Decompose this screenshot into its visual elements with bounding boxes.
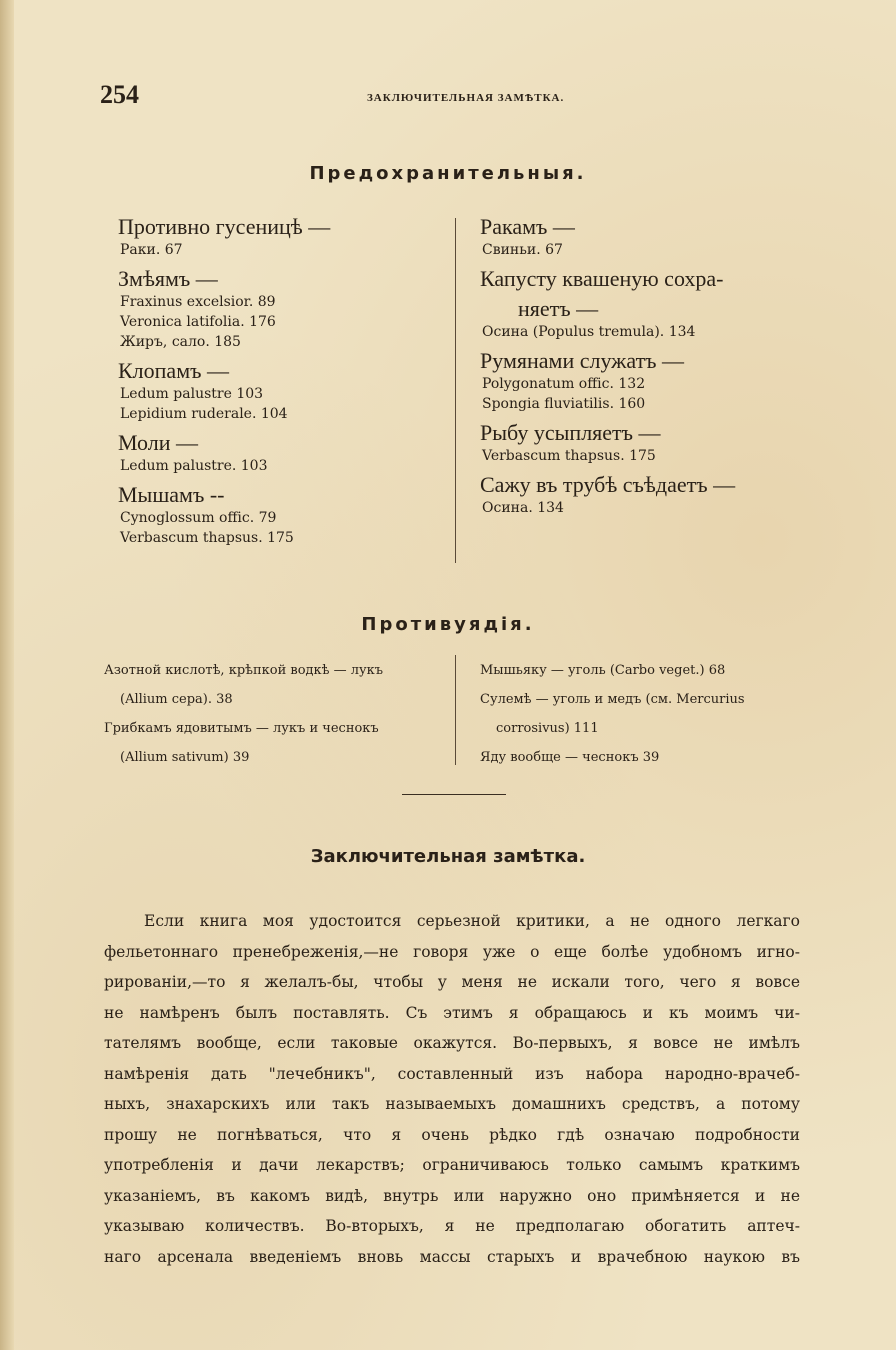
entry [118, 266, 448, 352]
body-line: прошу не погнѣваться, что я очень рѣдко гдѣ означаю подробности [104, 1125, 800, 1144]
entry-item: Fraxinus excelsior. 89 [120, 294, 276, 310]
entry-head: Рыбу усыпляетъ — [480, 420, 661, 445]
body-line: ныхъ, знахарскихъ или такъ называемыхъ домашнихъ средствъ, а потому [104, 1095, 800, 1113]
entry-head: Румянами служатъ — [480, 348, 685, 373]
entry-item: Verbascum thapsus. 175 [482, 448, 656, 464]
entry-item: Осина. 134 [482, 500, 564, 516]
entry [118, 214, 448, 260]
entry [480, 214, 820, 260]
entry-head: Ракамъ — [480, 214, 575, 239]
entry-head: Противно гусеницѣ — [118, 214, 331, 239]
antidotes-right-column [480, 656, 820, 772]
body-line: указываю количествъ. Во-вторыхъ, я не предполагаю обогатить аптеч- [104, 1217, 800, 1235]
entry-item: Polygonatum offic. 132 [482, 376, 646, 392]
antidote-line: Яду вообще — чеснокъ 39 [480, 750, 660, 765]
entry-item: Ledum palustre. 103 [120, 458, 268, 474]
section-title-closing-note: Заключительная замѣтка. [310, 846, 586, 867]
entry [118, 358, 448, 424]
entry-item: Осина (Populus tremula). 134 [482, 324, 696, 340]
body-line: употребленія и дачи лекарствъ; ограничиваюсь только самымъ краткимъ [104, 1156, 800, 1174]
entry-head: Змѣямъ — [118, 266, 218, 291]
entry-head-continuation: няетъ — [518, 296, 599, 321]
column-divider [455, 218, 456, 563]
entry-head: Сажу въ трубѣ съѣдаетъ — [480, 472, 736, 497]
body-line: тателямъ вообще, если таковые окажутся. Во-первыхъ, я вовсе не имѣлъ [104, 1034, 800, 1052]
entry-item: Ledum palustre 103 [120, 386, 264, 402]
entry-item: Verbascum thapsus. 175 [120, 530, 294, 546]
section-title-antidotes: Противуядія. [361, 614, 535, 635]
entry [480, 348, 820, 414]
entry [118, 430, 448, 476]
entry-head: Моли — [118, 430, 198, 455]
entry-head: Клопамъ — [118, 358, 229, 383]
antidote-line: Сулемѣ — уголь и медъ (см. Mercurius [480, 692, 745, 707]
entry-item: Раки. 67 [120, 242, 183, 258]
preventive-left-column [118, 210, 448, 554]
page-number: 254 [100, 80, 139, 109]
entry-item: Spongia fluviatilis. 160 [482, 396, 646, 412]
entry-item: Свиньи. 67 [482, 242, 563, 258]
antidotes-left-column [104, 656, 444, 772]
horizontal-rule [402, 794, 506, 795]
body-line: рированіи,—то я желалъ-бы, чтобы у меня не искали того, чего я вовсе [104, 973, 800, 991]
antidote-line: Азотной кислотѣ, крѣпкой водкѣ — лукъ [104, 663, 384, 678]
entry [480, 420, 820, 466]
entry-item: Жиръ, сало. 185 [120, 334, 241, 350]
section-title-preventive: Предохранительныя. [309, 163, 587, 184]
entry-item: Lepidium ruderale. 104 [120, 406, 288, 422]
body-line: фельетоннаго пренебреженія,—не говоря уже о еще болѣе удобномъ игно- [104, 942, 800, 961]
antidote-line: corrosivus) 111 [496, 721, 599, 736]
preventive-right-column [480, 210, 820, 524]
antidote-line: Мышьяку — уголь (Carbo veget.) 68 [480, 663, 726, 678]
body-line: указаніемъ, въ какомъ видѣ, внутрь или наружно оно примѣняется и не [104, 1186, 800, 1205]
entry-item: Veronica latifolia. 176 [120, 314, 276, 330]
running-head: ЗАКЛЮЧИТЕЛЬНАЯ ЗАМѢТКА. [367, 92, 565, 104]
entry-head: Капусту квашеную сохра- [480, 266, 724, 291]
body-line: не намѣренъ былъ поставлять. Съ этимъ я обращаюсь и къ моимъ чи- [104, 1003, 800, 1022]
antidote-line: Грибкамъ ядовитымъ — лукъ и чеснокъ [104, 721, 379, 736]
antidote-line: (Allium cepa). 38 [120, 692, 233, 707]
body-line: наго арсенала введеніемъ вновь массы старыхъ и врачебною наукою въ [104, 1247, 800, 1266]
body-line: намѣренія дать "лечебникъ", составленный изъ набора народно-врачеб- [104, 1064, 800, 1083]
column-divider [455, 655, 456, 765]
entry-head: Мышамъ -- [118, 482, 225, 507]
entry-item: Cynoglossum offic. 79 [120, 510, 277, 526]
entry [480, 472, 820, 518]
body-line: Если книга моя удостоится серьезной критики, а не одного легкаго [144, 912, 800, 930]
entry [118, 482, 448, 548]
entry [480, 266, 820, 342]
antidote-line: (Allium sativum) 39 [120, 750, 250, 765]
closing-note-body [104, 906, 800, 1272]
page-edge [0, 0, 14, 1350]
